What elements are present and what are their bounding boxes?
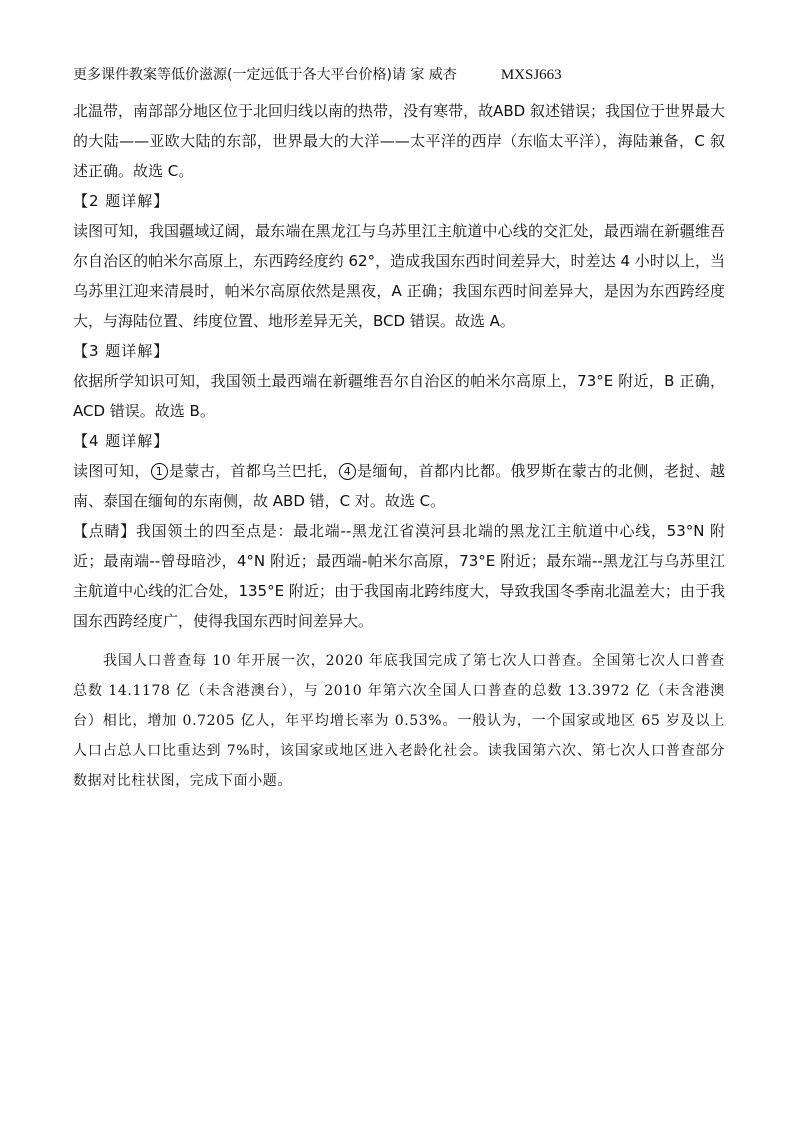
q2-explanation: 读图可知，我国疆域辽阔，最东端在黑龙江与乌苏里江主航道中心线的交汇处，最西端在新疆维吾尔自治区的帕米尔高原上，东西跨经度约 62°，造成我国东西时间差异大，时差达 4 小时以上，当乌苏里江迎来清晨时，帕米尔高原依然是黑夜，A 正确；我国东西时间差异大，是因为东西跨经度大，与海陆位置、纬度位置、地形差异无关，BCD 错误。故选 A。 bbox=[73, 222, 725, 330]
circled-number-4: 4 bbox=[339, 463, 356, 480]
q4-explanation bbox=[73, 456, 725, 516]
q3-explanation: 依据所学知识可知，我国领土最西端在新疆维吾尔自治区的帕米尔高原上，73°E 附近，B 正确，ACD 错误。故选 B。 bbox=[73, 372, 725, 420]
q4-text-b: 是蒙古，首都乌兰巴托， bbox=[168, 462, 338, 480]
census-intro: 我国人口普查每 10 年开展一次，2020 年底我国完成了第七次人口普查。全国第七次人口普查总数 14.1178 亿（未含港澳台），与 2010 年第六次全国人口普查的总数 13.3972 亿（未含港澳台）相比，增加 0.7205 亿人，年平均增长率为 0.53%。一般认为，一个国家或地区 65 岁及以上人口占总人口比重达到 7%时，该国家或地区进入老龄化社会。读我国第六次、第七次人口普查部分数据对比柱状图，完成下面小题。 bbox=[73, 653, 725, 789]
q4-text-a: 读图可知， bbox=[73, 462, 150, 480]
q4-text-c: 是缅甸，首都内比都。俄罗斯在蒙古的北侧，老挝、越南、泰国在缅甸的东南侧，故 ABD 错，C 对。故选 C。 bbox=[73, 462, 725, 510]
q1-explanation-tail: 北温带，南部部分地区位于北回归线以南的热带，没有寒带，故ABD 叙述错误；我国位于世界最大的大陆——亚欧大陆的东部，世界最大的大洋——太平洋的西岸（东临太平洋），海陆兼备，C 叙述正确。故选 C。 bbox=[73, 102, 725, 180]
dianjing-note bbox=[73, 516, 725, 636]
page-header bbox=[73, 64, 562, 86]
answer-content bbox=[73, 96, 725, 796]
q2-heading: 【2 题详解】 bbox=[73, 192, 170, 210]
dianjing-heading: 【点睛】 bbox=[73, 522, 136, 540]
circled-number-1: 1 bbox=[151, 463, 168, 480]
header-code: MXSJ663 bbox=[500, 67, 562, 83]
header-text: 更多课件教案等低价滋源(一定远低于各大平台价格)请 家 威杏 bbox=[73, 67, 457, 83]
q4-heading: 【4 题详解】 bbox=[73, 432, 170, 450]
q3-heading: 【3 题详解】 bbox=[73, 342, 170, 360]
dianjing-text: 我国领土的四至点是：最北端--黑龙江省漠河县北端的黑龙江主航道中心线，53°N 附近；最南端--曾母暗沙，4°N 附近；最西端-帕米尔高原，73°E 附近；最东端--黑龙江与乌苏里江主航道中心线的汇合处，135°E 附近；由于我国南北跨纬度大，导致我国冬季南北温差大；由于我国东西跨经度广，使得我国东西时间差异大。 bbox=[73, 522, 725, 630]
